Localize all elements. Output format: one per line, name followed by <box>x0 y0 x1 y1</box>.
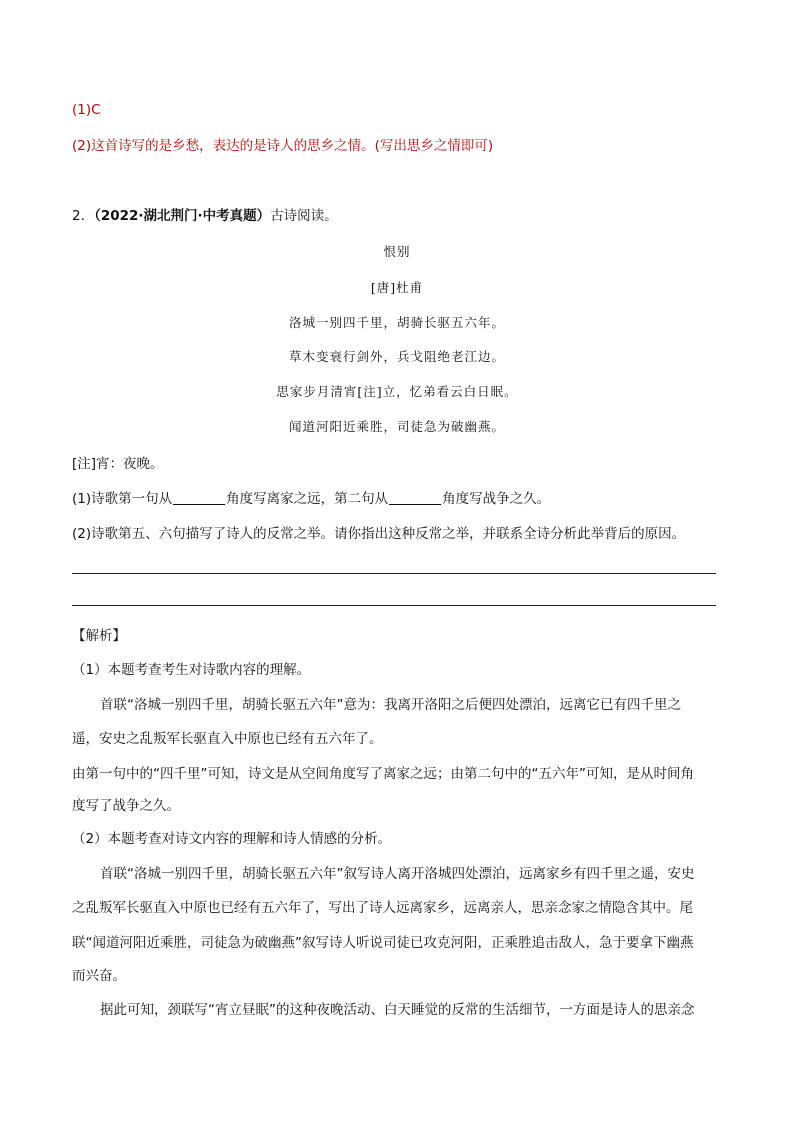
poem-line: 洛城一别四千里，胡骑长驱五六年。 <box>288 315 505 330</box>
answer-line[interactable] <box>72 605 716 606</box>
analysis-paragraph: 度写了战争之久。 <box>72 798 180 814</box>
analysis-paragraph: 而兴奋。 <box>72 968 126 984</box>
analysis-paragraph: 首联“洛城一别四千里，胡骑长驱五六年”叙写诗人离开洛城四处漂泊，远离家乡有四千里之遥，安史 <box>100 866 695 882</box>
answer-line[interactable] <box>72 573 716 574</box>
analysis-paragraph: 联“闻道河阳近乘胜，司徒急为破幽燕”叙写诗人听说司徒已攻克河阳，正乘胜追击敌人，急于要拿下幽燕 <box>72 935 694 951</box>
analysis-paragraph: 之乱叛军长驱直入中原也已经有五六年了，写出了诗人远离家乡，远离亲人，思亲念家之情隐含其中。尾 <box>72 900 693 916</box>
poem-title: 恨别 <box>383 244 411 259</box>
subquestion-1-text: 角度写战争之久。 <box>442 491 551 507</box>
question-number: 2． <box>72 208 95 224</box>
answer-2: (2)这首诗写的是乡愁，表达的是诗人的思乡之情。(写出思乡之情即可) <box>72 138 494 154</box>
poem-line: 草木变衰行剑外，兵戈阻绝老江边。 <box>288 349 505 364</box>
question-prompt: 古诗阅读。 <box>270 208 338 224</box>
analysis-paragraph: （2）本题考查对诗文内容的理解和诗人情感的分析。 <box>72 831 392 847</box>
answer-blank[interactable] <box>173 490 225 505</box>
analysis-paragraph: 首联“洛城一别四千里，胡骑长驱五六年”意为：我离开洛阳之后便四处漂泊，远离它已有四千里之 <box>100 697 681 713</box>
subquestion-1-text: (1)诗歌第一句从 <box>72 491 173 507</box>
question-2-header <box>72 206 338 226</box>
answer-blank[interactable] <box>389 490 441 505</box>
poem-author: [唐]杜甫 <box>370 280 424 295</box>
analysis-paragraph: 遥，安史之乱叛军长驱直入中原也已经有五六年了。 <box>72 731 383 747</box>
subquestion-1 <box>72 489 550 509</box>
poem-line: 闻道河阳近乘胜，司徒急为破幽燕。 <box>288 419 505 434</box>
analysis-paragraph: 由第一句中的“四千里”可知，诗文是从空间角度写了离家之远；由第二句中的“五六年”可知，是从时间角 <box>72 766 694 782</box>
question-source: （2022·湖北荆门·中考真题） <box>94 208 271 224</box>
analysis-paragraph: 据此可知，颈联写“宵立昼眠”的这种夜晚活动、白天睡觉的反常的生活细节，一方面是诗人的思亲念 <box>100 1002 695 1018</box>
answer-1: (1)C <box>72 102 101 118</box>
poem-line: 思家步月清宵[注]立，忆弟看云白日眠。 <box>276 384 518 399</box>
analysis-heading: 【解析】 <box>72 628 126 644</box>
subquestion-1-text: 角度写离家之远，第二句从 <box>226 491 389 507</box>
subquestion-2: (2)诗歌第五、六句描写了诗人的反常之举。请你指出这种反常之举，并联系全诗分析此举背后的原因。 <box>72 526 686 542</box>
poem-note: [注]宵：夜晚。 <box>72 456 164 472</box>
analysis-paragraph: （1）本题考查考生对诗歌内容的理解。 <box>72 662 311 678</box>
